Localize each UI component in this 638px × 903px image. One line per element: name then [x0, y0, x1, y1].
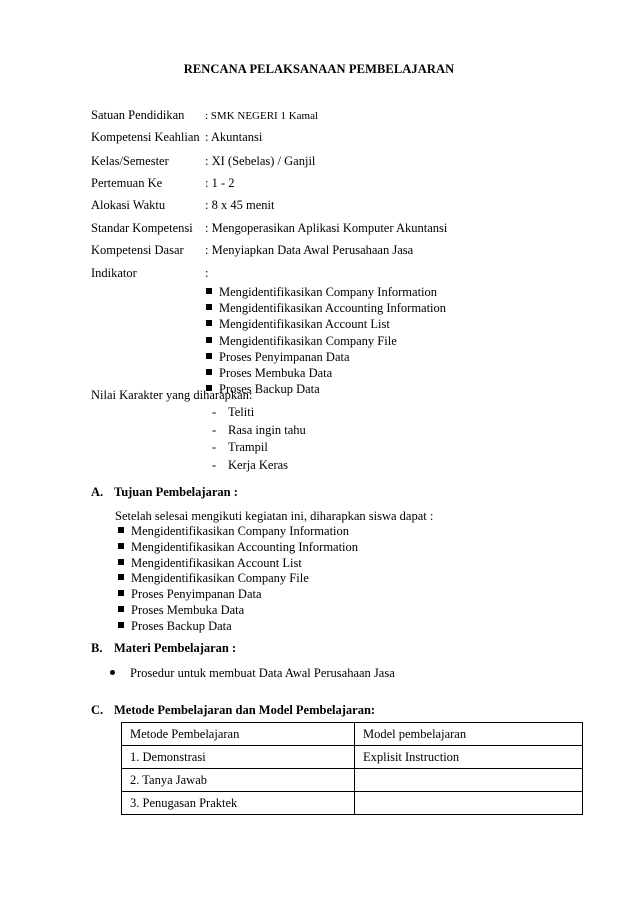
field-satuan-pendidikan	[91, 108, 318, 123]
field-kompetensi-keahlian	[91, 130, 262, 145]
table-header-cell: Metode Pembelajaran	[122, 723, 355, 746]
field-value: : 1 - 2	[205, 176, 235, 190]
nilai-karakter-list	[212, 404, 306, 474]
square-bullet-icon	[206, 353, 212, 359]
list-item: Proses Penyimpanan Data	[118, 587, 358, 603]
field-kelas-semester	[91, 154, 315, 169]
field-alokasi-waktu	[91, 198, 274, 213]
field-label: Standar Kompetensi	[91, 221, 193, 235]
square-bullet-icon	[206, 288, 212, 294]
list-item: Proses Membuka Data	[206, 365, 446, 381]
square-bullet-icon	[206, 304, 212, 310]
table-row	[122, 792, 583, 815]
square-bullet-icon	[206, 320, 212, 326]
table-cell: Explisit Instruction	[355, 746, 583, 769]
field-label: Alokasi Waktu	[91, 198, 166, 212]
nilai-karakter-label: Nilai Karakter yang diharapkan:	[91, 388, 253, 402]
field-value: : Mengoperasikan Aplikasi Komputer Akuntansi	[205, 221, 448, 235]
materi-item: Prosedur untuk membuat Data Awal Perusahaan Jasa	[110, 666, 395, 681]
table-header-cell: Model pembelajaran	[355, 723, 583, 746]
section-c-heading: C. Metode Pembelajaran dan Model Pembelajaran:	[91, 703, 376, 717]
square-bullet-icon	[118, 622, 124, 628]
table-cell	[355, 769, 583, 792]
list-item: Mengidentifikasikan Company Information	[118, 524, 358, 540]
list-item: - Teliti	[212, 405, 255, 419]
list-item: Mengidentifikasikan Company Information	[206, 284, 446, 300]
list-item: - Trampil	[212, 440, 268, 454]
table-cell: 2. Tanya Jawab	[122, 769, 355, 792]
document-title: RENCANA PELAKSANAAN PEMBELAJARAN	[183, 62, 455, 76]
table-row	[122, 769, 583, 792]
field-label: Kompetensi Keahlian	[91, 130, 200, 144]
list-item: Proses Backup Data	[206, 381, 446, 397]
list-item: Mengidentifikasikan Account List	[206, 316, 446, 332]
square-bullet-icon	[118, 606, 124, 612]
square-bullet-icon	[206, 369, 212, 375]
square-bullet-icon	[118, 543, 124, 549]
round-bullet-icon	[110, 670, 115, 675]
section-b-heading: B. Materi Pembelajaran :	[91, 641, 237, 655]
table-row	[122, 746, 583, 769]
square-bullet-icon	[206, 337, 212, 343]
section-a-intro: Setelah selesai mengikuti kegiatan ini, diharapkan siswa dapat :	[115, 509, 434, 523]
square-bullet-icon	[118, 559, 124, 565]
field-value: : Akuntansi	[205, 130, 263, 144]
list-item: - Rasa ingin tahu	[212, 422, 306, 437]
field-label: Indikator	[91, 266, 137, 280]
list-item: Mengidentifikasikan Company File	[206, 333, 446, 349]
field-standar-kompetensi	[91, 221, 447, 236]
table-header-row	[122, 723, 583, 746]
list-item: Mengidentifikasikan Company File	[118, 571, 358, 587]
table-cell: 1. Demonstrasi	[122, 746, 355, 769]
list-item: Mengidentifikasikan Accounting Information	[206, 300, 446, 316]
list-item: Proses Backup Data	[118, 619, 358, 635]
field-value: : XI (Sebelas) / Ganjil	[205, 154, 316, 168]
tujuan-list	[118, 524, 358, 635]
field-label: Satuan Pendidikan	[91, 108, 185, 122]
field-value: : Menyiapkan Data Awal Perusahaan Jasa	[205, 243, 414, 257]
list-item: Mengidentifikasikan Accounting Information	[118, 540, 358, 556]
list-item: Mengidentifikasikan Account List	[118, 556, 358, 572]
table-cell: 3. Penugasan Praktek	[122, 792, 355, 815]
list-item: Proses Membuka Data	[118, 603, 358, 619]
square-bullet-icon	[118, 590, 124, 596]
indikator-list	[206, 284, 446, 397]
list-item: - Kerja Keras	[212, 457, 289, 472]
square-bullet-icon	[118, 527, 124, 533]
field-value: :	[205, 266, 209, 280]
field-value: : 8 x 45 menit	[205, 198, 275, 212]
field-label: Pertemuan Ke	[91, 176, 163, 190]
field-label: Kelas/Semester	[91, 154, 169, 168]
section-a-heading: A. Tujuan Pembelajaran :	[91, 485, 238, 499]
metode-table	[121, 722, 583, 815]
field-label: Kompetensi Dasar	[91, 243, 184, 257]
field-pertemuan	[91, 176, 235, 191]
table-cell	[355, 792, 583, 815]
field-kompetensi-dasar	[91, 243, 413, 258]
list-item: Proses Penyimpanan Data	[206, 349, 446, 365]
field-indikator	[91, 266, 208, 281]
field-value: : SMK NEGERI 1 Kamal	[205, 110, 319, 122]
square-bullet-icon	[118, 574, 124, 580]
